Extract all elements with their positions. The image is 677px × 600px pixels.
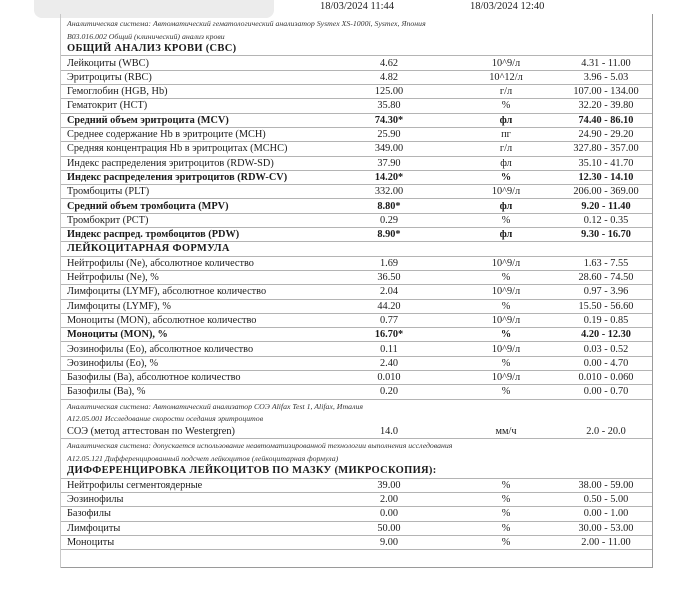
test-name: Лимфоциты (67, 522, 121, 534)
reference-range: 4.31 - 11.00 (581, 57, 631, 69)
leuko-row (61, 285, 652, 299)
lab-report-sheet (60, 14, 653, 568)
esr-code-note-text: А12.05.001 Исследование скорости оседания эритроцитов (67, 414, 264, 424)
test-name: Базофилы (67, 508, 111, 520)
test-name: Эозинофилы (67, 494, 124, 505)
test-name: Эритроциты (RBC) (67, 71, 152, 83)
test-unit: % (501, 536, 511, 548)
test-unit: 10^9/л (491, 286, 521, 298)
esr-analyzer-note-text: Аналитическая система: Автоматический анализатор СОЭ Alifax Test 1, Alifax, Италия (67, 401, 363, 411)
reference-range: 35.10 - 41.70 (578, 157, 634, 169)
reference-range: 9.20 - 11.40 (581, 200, 631, 212)
test-value: 2.04 (379, 286, 399, 298)
test-unit: % (501, 386, 511, 398)
cbc-row (61, 99, 652, 113)
smear-section-title-text: ДИФФЕРЕНЦИРОВКА ЛЕЙКОЦИТОВ ПО МАЗКУ (МИКРОСКОПИЯ): (67, 465, 437, 477)
test-value: 14.0 (379, 425, 399, 437)
analyzer-note-text: Аналитическая система: Автоматический гематологический анализатор Sysmex XS-1000i, Sysmex, Япония (67, 19, 426, 28)
cbc-row (61, 114, 652, 128)
test-name: Индекс распределения эритроцитов (RDW-CV) (67, 171, 288, 183)
reference-range: 15.50 - 56.60 (578, 300, 634, 312)
test-unit: % (500, 329, 512, 341)
test-name: Гематокрит (HCT) (67, 100, 148, 112)
reference-range: 12.30 - 14.10 (578, 171, 634, 183)
reference-range: 0.00 - 0.70 (583, 386, 629, 398)
reference-range: 206.00 - 369.00 (573, 186, 639, 198)
smear-row (61, 507, 652, 521)
test-value: 16.70* (374, 329, 404, 341)
cbc-row (61, 57, 652, 71)
test-value: 4.82 (379, 71, 399, 83)
reference-range: 74.40 - 86.10 (578, 114, 634, 126)
reference-range: 32.20 - 39.80 (578, 100, 634, 112)
test-unit: % (501, 494, 511, 505)
test-unit: 10^9/л (491, 57, 521, 69)
cbc-row (61, 157, 652, 171)
test-unit: % (501, 357, 511, 369)
test-name: СОЭ (метод аттестован по Westergren) (67, 425, 235, 437)
test-value: 35.80 (377, 100, 401, 112)
test-value: 9.00 (379, 536, 399, 548)
test-value: 37.90 (377, 157, 401, 169)
test-unit: г/л (499, 143, 513, 155)
test-value: 39.00 (377, 479, 401, 491)
test-unit: % (501, 522, 511, 534)
test-unit: 10^9/л (491, 186, 521, 198)
smear-row (61, 493, 652, 507)
leuko-row (61, 343, 652, 357)
smear-row (61, 522, 652, 536)
test-value: 44.20 (377, 300, 401, 312)
smear-row (61, 479, 652, 493)
reference-range: 1.63 - 7.55 (583, 257, 629, 269)
leuko-row (61, 257, 652, 271)
test-name: Эозинофилы (Eo), % (67, 357, 159, 369)
test-code-note-text: В03.016.002 Общий (клинический) анализ крови (67, 31, 225, 41)
test-value: 74.30* (374, 114, 404, 126)
reference-range: 2.00 - 11.00 (581, 536, 631, 548)
test-value: 2.40 (379, 357, 399, 369)
leuko-row (61, 314, 652, 328)
reference-range: 0.03 - 0.52 (583, 343, 629, 355)
test-name: Базофилы (Ba), абсолютное количество (67, 372, 241, 384)
test-value: 349.00 (374, 143, 404, 155)
test-name: Средняя концентрация Hb в эритроцитах (MCHC) (67, 143, 288, 155)
test-value: 1.69 (379, 257, 399, 269)
test-unit: % (500, 171, 512, 183)
test-name: Индекс распределения эритроцитов (RDW-SD) (67, 157, 274, 169)
leuko-row (61, 271, 652, 285)
reference-range: 0.19 - 0.85 (583, 314, 629, 326)
test-unit: фл (500, 157, 512, 169)
leuko-row (61, 328, 652, 342)
reference-range: 107.00 - 134.00 (573, 86, 639, 98)
test-unit: фл (499, 200, 513, 212)
cbc-section-title-text: ОБЩИЙ АНАЛИЗ КРОВИ (CBC) (67, 43, 237, 55)
test-unit: г/л (499, 86, 513, 98)
reference-range: 0.00 - 1.00 (583, 508, 629, 520)
test-name: Нейтрофилы (Ne), % (67, 272, 159, 283)
test-unit: 10^9/л (491, 372, 521, 384)
test-value: 8.80* (377, 200, 401, 212)
cbc-row (61, 71, 652, 85)
reference-range: 24.90 - 29.20 (578, 129, 634, 140)
reference-range: 0.12 - 0.35 (583, 214, 629, 226)
test-name: Базофилы (Ba), % (67, 386, 146, 398)
top-strip (0, 0, 677, 14)
reference-range: 28.60 - 74.50 (578, 272, 634, 283)
test-unit: % (501, 214, 511, 226)
test-unit: % (501, 272, 511, 283)
test-unit: фл (499, 229, 513, 241)
test-name: Лимфоциты (LYMF), % (67, 300, 172, 312)
test-value: 0.00 (379, 508, 399, 520)
test-unit: % (501, 479, 511, 491)
test-value: 332.00 (374, 186, 404, 198)
test-unit: фл (499, 114, 513, 126)
leuko-row (61, 371, 652, 385)
test-unit: мм/ч (495, 425, 517, 437)
test-name: Тромбоциты (PLT) (67, 186, 150, 198)
reference-range: 0.50 - 5.00 (583, 494, 629, 505)
test-name: Лимфоциты (LYMF), абсолютное количество (67, 286, 267, 298)
test-name: Средний объем тромбоцита (MPV) (67, 200, 229, 212)
leuko-section-title (61, 242, 652, 256)
test-unit: пг (501, 129, 511, 140)
reference-range: 3.96 - 5.03 (583, 71, 629, 83)
test-name: Тромбокрит (PCT) (67, 214, 149, 226)
manual-code-note-text: А12.05.121 Дифференцированный подсчет лейкоцитов (лейкоцитарная формула) (67, 453, 339, 463)
reference-range: 327.80 - 357.00 (573, 143, 639, 155)
test-unit: % (501, 508, 511, 520)
test-value: 4.62 (379, 57, 399, 69)
test-value: 0.11 (380, 343, 398, 355)
test-unit: 10^9/л (491, 314, 521, 326)
test-name: Среднее содержание Hb в эритроците (MCH) (67, 129, 266, 140)
test-unit: 10^9/л (491, 257, 521, 269)
test-value: 0.20 (379, 386, 399, 398)
cbc-row (61, 128, 652, 142)
test-name: Моноциты (MON), абсолютное количество (67, 314, 257, 326)
test-value: 125.00 (374, 86, 404, 98)
reference-range: 0.010 - 0.060 (578, 372, 634, 384)
leuko-section-title-text: ЛЕЙКОЦИТАРНАЯ ФОРМУЛА (67, 243, 230, 255)
reference-range: 30.00 - 53.00 (578, 522, 634, 534)
manual-method-note-text: Аналитическая система: допускается использование неавтоматизированной технологии выполнения исследования (67, 441, 453, 451)
leuko-row (61, 357, 652, 371)
test-name: Лейкоциты (WBC) (67, 57, 149, 69)
cbc-row (61, 200, 652, 214)
leuko-row (61, 385, 652, 399)
result-date-1: 18/03/2024 11:44 (320, 1, 394, 12)
cbc-row (61, 171, 652, 185)
cbc-row (61, 214, 652, 228)
reference-range: 0.00 - 4.70 (583, 357, 629, 369)
leuko-row (61, 300, 652, 314)
test-value: 50.00 (377, 522, 401, 534)
test-unit: 10^12/л (489, 71, 523, 83)
test-name: Нейтрофилы сегментоядерные (67, 479, 203, 491)
cbc-row (61, 85, 652, 99)
reference-range: 38.00 - 59.00 (578, 479, 634, 491)
test-value: 0.29 (379, 214, 399, 226)
result-date-2: 18/03/2024 12:40 (470, 1, 545, 12)
test-name: Средний объем эритроцита (MCV) (67, 114, 229, 126)
reference-range: 9.30 - 16.70 (581, 229, 631, 241)
test-name: Гемоглобин (HGB, Hb) (67, 86, 168, 98)
test-value: 8.90* (377, 229, 401, 241)
smear-row (61, 536, 652, 550)
test-value: 2.00 (379, 494, 399, 505)
test-value: 14.20* (374, 171, 404, 183)
smear-section-title (61, 464, 652, 478)
test-name: Нейтрофилы (Ne), абсолютное количество (67, 257, 254, 269)
test-value: 36.50 (377, 272, 401, 283)
test-value: 25.90 (377, 129, 401, 140)
reference-range: 4.20 - 12.30 (581, 329, 631, 341)
test-value: 0.010 (377, 372, 401, 384)
cbc-row (61, 185, 652, 199)
esr-row (61, 425, 652, 439)
test-name: Эозинофилы (Eo), абсолютное количество (67, 343, 254, 355)
test-name: Индекс распред. тромбоцитов (PDW) (67, 229, 240, 241)
test-unit: 10^9/л (491, 343, 521, 355)
test-name: Моноциты (67, 536, 115, 548)
cbc-row (61, 142, 652, 156)
test-unit: % (501, 300, 511, 312)
test-name: Моноциты (MON), % (67, 329, 168, 341)
test-value: 0.77 (379, 314, 399, 326)
reference-range: 2.0 - 20.0 (586, 425, 626, 437)
test-unit: % (501, 100, 511, 112)
reference-range: 0.97 - 3.96 (583, 286, 629, 298)
cbc-section-title (61, 42, 652, 56)
cbc-row (61, 228, 652, 242)
